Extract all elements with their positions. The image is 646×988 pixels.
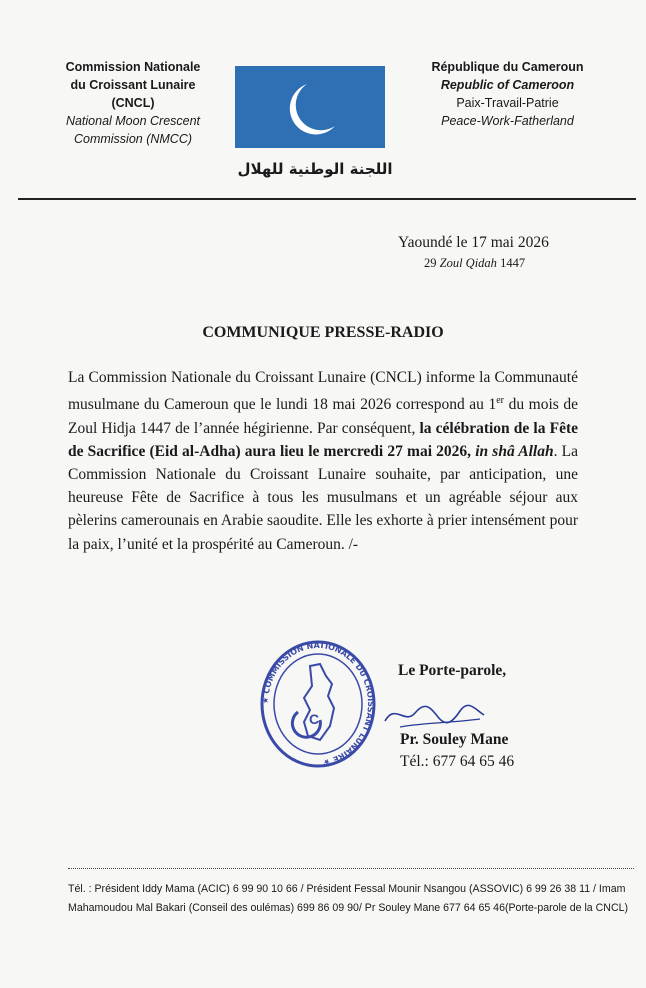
body-text-2: du mois de Zoul Hidja 1447 de l’année hégirienne. Par conséquent,	[68, 396, 578, 437]
org-acronym: (CNCL)	[111, 96, 155, 110]
document-title: COMMUNIQUE PRESSE-RADIO	[202, 324, 444, 341]
handwritten-signature	[380, 693, 490, 733]
svg-text:★ COMMISSION NATIONALE DU CROI: ★ COMMISSION NATIONALE DU CROISSANT LUNAIRE ★	[260, 640, 376, 767]
body-superscript: er	[496, 395, 504, 407]
org-name-en-line2: Commission (NMCC)	[73, 132, 193, 146]
org-name-arabic: اللجنة الوطنية للهلال	[237, 160, 393, 178]
footer-contacts: Tél. : Président Iddy Mama (ACIC) 6 99 90 10 66 / Président Fessal Mounir Nsangou (ASSOVIC) 6 99 26 38 11 / Imam Mahamoudou Mal Bakari (Conseil des oulémas) 699 86 09 90/ Pr Souley Mane 677 64 65 46(Porte-parole de la CNCL)	[68, 883, 629, 914]
body-bold-announcement: la célébration de la Fête de Sacrifice (Eid al-Adha) aura lieu le mercredi 27 mai 2026,	[68, 419, 578, 460]
country-name-fr: République du Cameroun	[431, 60, 584, 74]
header-left-block	[28, 58, 238, 148]
svg-text:C: C	[309, 711, 320, 727]
signatory-name: Pr. Souley Mane	[400, 731, 509, 748]
motto-fr: Paix-Travail-Patrie	[456, 96, 559, 110]
body-inshallah: in shâ Allah	[475, 442, 554, 460]
hijri-month: Zoul Qidah	[439, 256, 497, 270]
hijri-day: 29	[424, 256, 437, 270]
header-divider	[18, 198, 636, 200]
stamp-seal-icon	[258, 636, 378, 772]
crescent-flag	[235, 66, 385, 148]
hijri-year: 1447	[500, 256, 526, 270]
signatory-phone: Tél.: 677 64 65 46	[400, 753, 515, 770]
official-stamp	[258, 636, 378, 772]
footer-divider	[68, 868, 634, 869]
org-name-line1: Commission Nationale	[65, 60, 201, 74]
body-text-1: La Commission Nationale du Croissant Lunaire (CNCL) informe la Communauté musulmane du Cameroun que le lundi 18 mai 2026 correspond au 1	[68, 369, 578, 414]
motto-en: Peace-Work-Fatherland	[441, 114, 574, 128]
signatory-title: Le Porte-parole,	[398, 662, 507, 679]
org-name-line2: du Croissant Lunaire	[70, 78, 196, 92]
country-name-en: Republic of Cameroon	[440, 78, 575, 92]
date-gregorian: Yaoundé le 17 mai 2026	[398, 234, 549, 251]
header-right-block	[405, 58, 610, 130]
crescent-moon-icon	[235, 66, 385, 148]
communique-body	[68, 366, 578, 556]
date-hijri	[424, 256, 525, 271]
org-name-en-line1: National Moon Crescent	[65, 114, 201, 128]
body-text-3: . La Commission Nationale du Croissant Lunaire souhaite, par anticipation, une heureuse Fête de Sacrifice à tous les musulmans et un agréable séjour aux pèlerins camerounais en Arabie saoudite. Elle les exhorte à prier intensément pour la paix, l’unité et la prospérité au Cameroun. /-	[68, 442, 578, 553]
